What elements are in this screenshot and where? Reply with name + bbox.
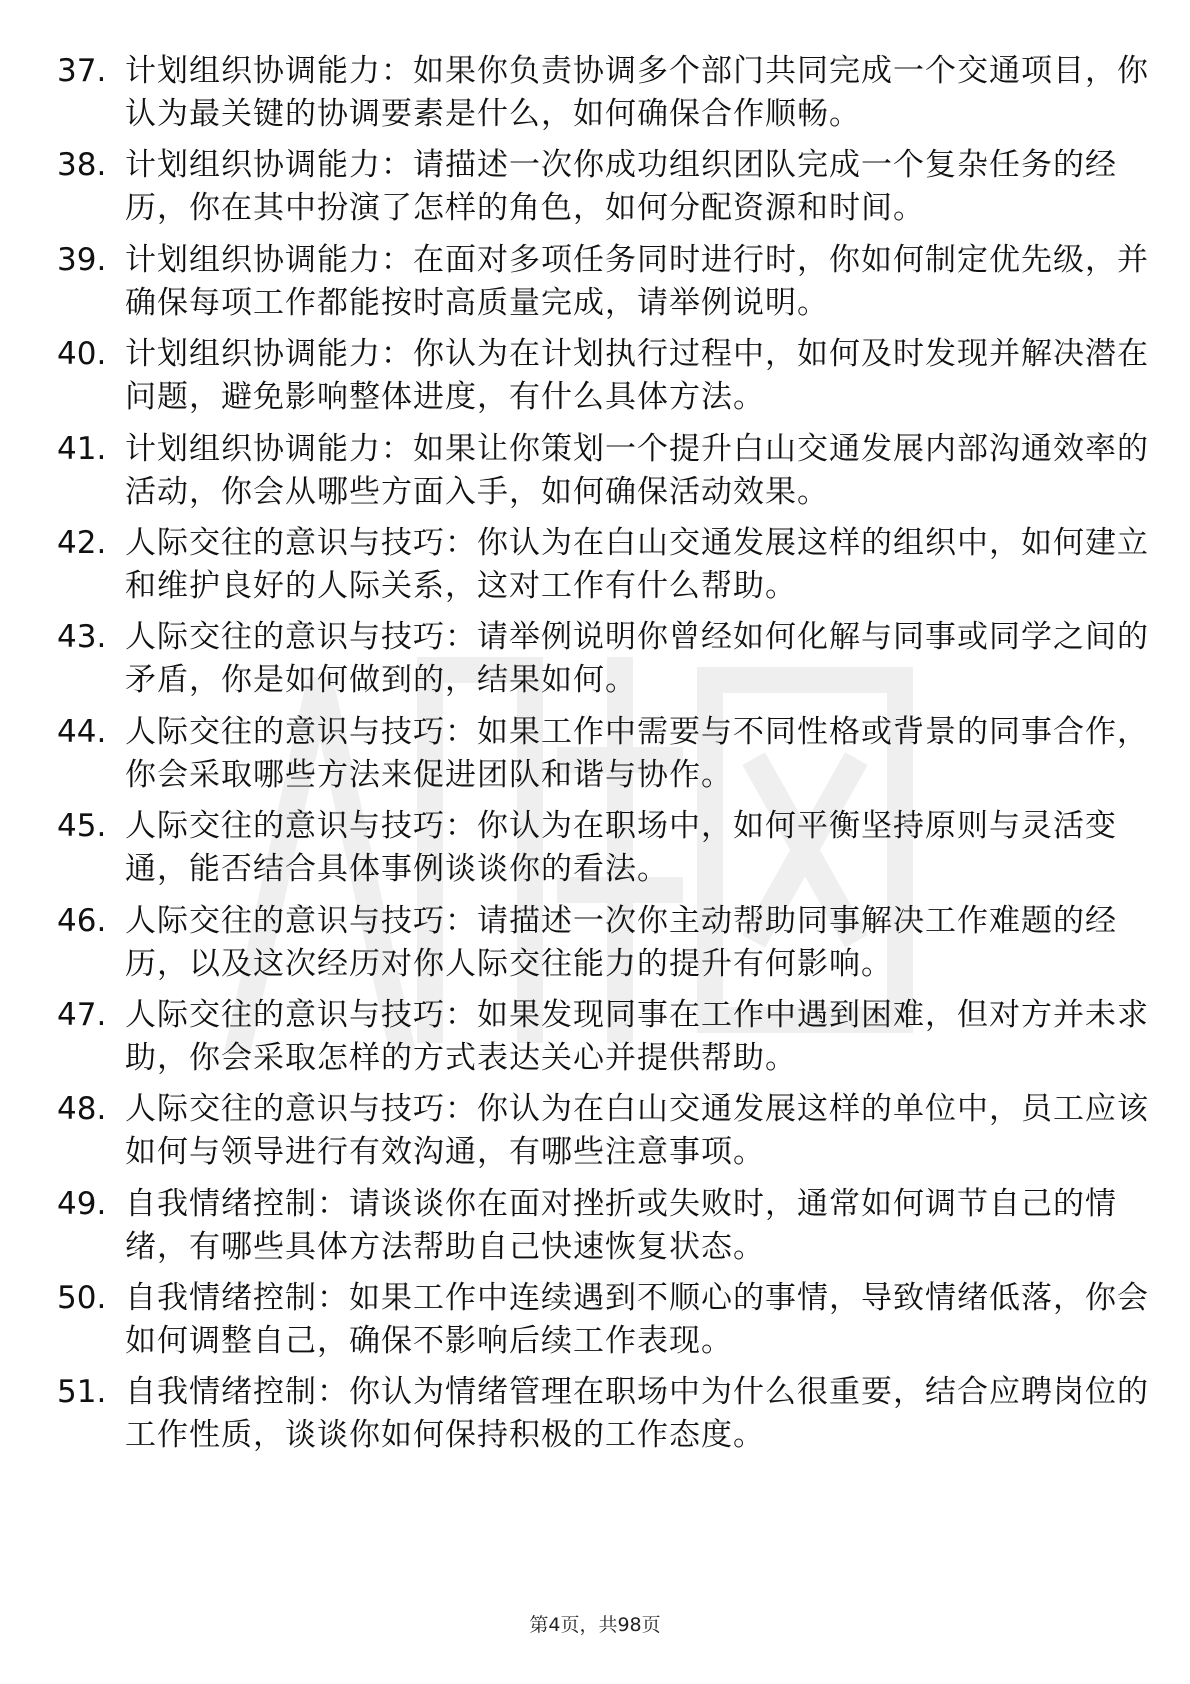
- question-number: 49.: [57, 1185, 107, 1222]
- question-item: [57, 144, 1117, 238]
- question-text: 自我情绪控制：如果工作中连续遇到不顺心的事情，导致情绪低落，你会如何调整自己，确保不影响后续工作表现。: [125, 1280, 1149, 1360]
- question-item: [57, 333, 1149, 427]
- question-text: 计划组织协调能力：在面对多项任务同时进行时，你如何制定优先级，并确保每项工作都能按时高质量完成，请举例说明。: [125, 241, 1149, 321]
- question-text: 人际交往的意识与技巧：如果工作中需要与不同性格或背景的同事合作，你会采取哪些方法来促进团队和谐与协作。: [125, 713, 1149, 793]
- question-text: 人际交往的意识与技巧：如果发现同事在工作中遇到困难，但对方并未求助，你会采取怎样的方式表达关心并提供帮助。: [125, 996, 1149, 1076]
- question-number: 42.: [57, 524, 107, 561]
- question-item: [57, 428, 1149, 522]
- question-text: 计划组织协调能力：如果让你策划一个提升白山交通发展内部沟通效率的活动，你会从哪些方面入手，如何确保活动效果。: [125, 430, 1149, 510]
- question-number: 43.: [57, 619, 107, 656]
- question-item: [57, 522, 1149, 616]
- question-text: 计划组织协调能力：如果你负责协调多个部门共同完成一个交通项目，你认为最关键的协调要素是什么，如何确保合作顺畅。: [125, 53, 1149, 132]
- question-item: [57, 900, 1117, 994]
- question-item: [57, 1088, 1149, 1182]
- question-item: [57, 1371, 1149, 1465]
- question-item: [57, 805, 1117, 899]
- question-text: 计划组织协调能力：你认为在计划执行过程中，如何及时发现并解决潜在问题，避免影响整体进度，有什么具体方法。: [125, 336, 1149, 416]
- question-item: [57, 994, 1149, 1088]
- question-text: 人际交往的意识与技巧：你认为在职场中，如何平衡坚持原则与灵活变通，能否结合具体事例谈谈你的看法。: [125, 808, 1117, 888]
- question-number: 38.: [57, 147, 107, 184]
- question-number: 39.: [57, 241, 107, 278]
- question-text: 计划组织协调能力：请描述一次你成功组织团队完成一个复杂任务的经历，你在其中扮演了怎样的角色，如何分配资源和时间。: [125, 147, 1117, 227]
- question-number: 47.: [57, 996, 107, 1033]
- question-number: 41.: [57, 430, 107, 467]
- question-item: [57, 50, 1149, 144]
- question-number: 45.: [57, 808, 107, 845]
- question-item: [57, 239, 1149, 333]
- question-list: [57, 50, 1149, 1466]
- question-text: 人际交往的意识与技巧：你认为在白山交通发展这样的单位中，员工应该如何与领导进行有效沟通，有哪些注意事项。: [125, 1091, 1149, 1171]
- question-text: 人际交往的意识与技巧：请举例说明你曾经如何化解与同事或同学之间的矛盾，你是如何做到的，结果如何。: [125, 619, 1149, 699]
- question-number: 37.: [57, 53, 107, 89]
- question-item: [57, 711, 1149, 805]
- question-number: 40.: [57, 336, 107, 373]
- question-item: [57, 1183, 1117, 1277]
- question-number: 44.: [57, 713, 107, 750]
- question-number: 46.: [57, 902, 107, 939]
- question-text: 人际交往的意识与技巧：请描述一次你主动帮助同事解决工作难题的经历，以及这次经历对你人际交往能力的提升有何影响。: [125, 902, 1117, 982]
- question-number: 48.: [57, 1091, 107, 1128]
- question-number: 50.: [57, 1280, 107, 1317]
- question-number: 51.: [57, 1374, 107, 1411]
- question-text: 人际交往的意识与技巧：你认为在白山交通发展这样的组织中，如何建立和维护良好的人际关系，这对工作有什么帮助。: [125, 524, 1149, 604]
- question-text: 自我情绪控制：请谈谈你在面对挫折或失败时，通常如何调节自己的情绪，有哪些具体方法帮助自己快速恢复状态。: [125, 1185, 1117, 1265]
- page-footer: 第4页，共98页: [529, 1614, 661, 1636]
- question-item: [57, 616, 1149, 710]
- question-text: 自我情绪控制：你认为情绪管理在职场中为什么很重要，结合应聘岗位的工作性质，谈谈你如何保持积极的工作态度。: [125, 1374, 1149, 1454]
- question-item: [57, 1277, 1149, 1371]
